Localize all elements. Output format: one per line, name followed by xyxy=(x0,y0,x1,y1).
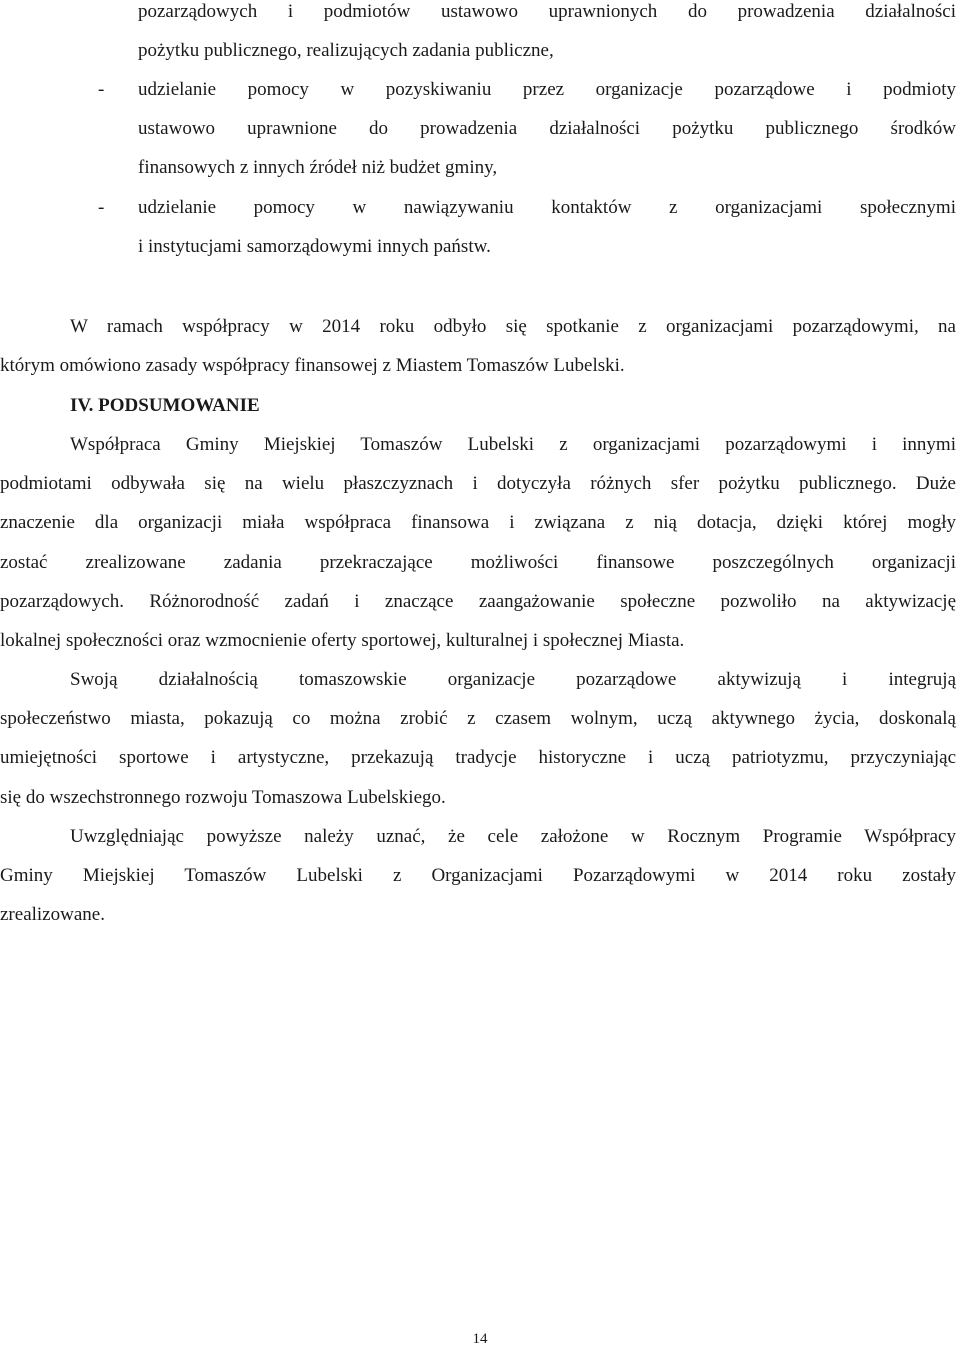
text-line: finansowych z innych źródeł niż budżet gminy, xyxy=(138,157,498,179)
text-line: ustawowo uprawnione do prowadzenia działalności pożytku publicznego środków xyxy=(138,118,956,140)
text-line: W ramach współpracy w 2014 roku odbyło się spotkanie z organizacjami pozarządowymi, na xyxy=(70,316,956,337)
paragraph xyxy=(0,660,956,817)
text-line: podmiotami odbywała się na wielu płaszczyznach i dotyczyła różnych sfer pożytku publicznego. Duże xyxy=(0,473,956,495)
paragraph xyxy=(0,425,956,660)
text-line: zostać zrealizowane zadania przekraczające możliwości finansowe poszczególnych organizacji xyxy=(0,551,956,573)
text-line: pozarządowych i podmiotów ustawowo uprawnionych do prowadzenia działalności xyxy=(138,1,956,22)
text-line: Współpraca Gminy Miejskiej Tomaszów Lubelski z organizacjami pozarządowymi i innymi xyxy=(70,434,956,455)
text-line: społeczeństwo miasta, pokazują co można zrobić z czasem wolnym, uczą aktywnego życia, doskonalą xyxy=(0,708,956,730)
text-line: umiejętności sportowe i artystyczne, przekazują tradycje historyczne i uczą patriotyzmu, przyczyniając xyxy=(0,747,956,769)
text-line: którym omówiono zasady współpracy finansowej z Miastem Tomaszów Lubelski. xyxy=(0,355,625,377)
text-line: Gminy Miejskiej Tomaszów Lubelski z Organizacjami Pozarządowymi w 2014 roku zostały xyxy=(0,865,956,887)
text-line: lokalnej społeczności oraz wzmocnienie oferty sportowej, kulturalnej i społecznej Miasta. xyxy=(0,629,685,651)
text-line: i instytucjami samorządowymi innych państw. xyxy=(138,236,491,258)
section-heading xyxy=(70,386,956,425)
text-line: pożytku publicznego, realizujących zadania publiczne, xyxy=(138,40,554,62)
text-line: zrealizowane. xyxy=(0,904,105,926)
paragraph xyxy=(0,307,956,385)
paragraph xyxy=(0,817,956,935)
text-line: udzielanie pomocy w nawiązywaniu kontaktów z organizacjami społecznymi xyxy=(138,197,956,218)
list-item-first-line xyxy=(98,188,956,227)
text-line: Uwzględniając powyższe należy uznać, że cele założone w Rocznym Programie Współpracy xyxy=(70,826,956,847)
text-line: pozarządowych. Różnorodność zadań i znaczące zaangażowanie społeczne pozwoliło na aktywizację xyxy=(0,590,956,612)
list-item-first-line xyxy=(98,70,956,109)
heading-text: IV. PODSUMOWANIE xyxy=(70,395,260,416)
text-line: znaczenie dla organizacji miała współpraca finansowa i związana z nią dotacja, dzięki której mogły xyxy=(0,512,956,534)
text-line: udzielanie pomocy w pozyskiwaniu przez organizacje pozarządowe i podmioty xyxy=(138,79,956,100)
list-continuation xyxy=(138,0,956,70)
list-bullet: - xyxy=(98,197,105,218)
text-line: Swoją działalnością tomaszowskie organizacje pozarządowe aktywizują i integrują xyxy=(70,669,956,690)
list-item xyxy=(98,188,956,266)
list-item xyxy=(98,70,956,188)
text-line: się do wszechstronnego rozwoju Tomaszowa Lubelskiego. xyxy=(0,786,446,808)
page-number: 14 xyxy=(472,1331,488,1347)
list-bullet: - xyxy=(98,79,105,100)
